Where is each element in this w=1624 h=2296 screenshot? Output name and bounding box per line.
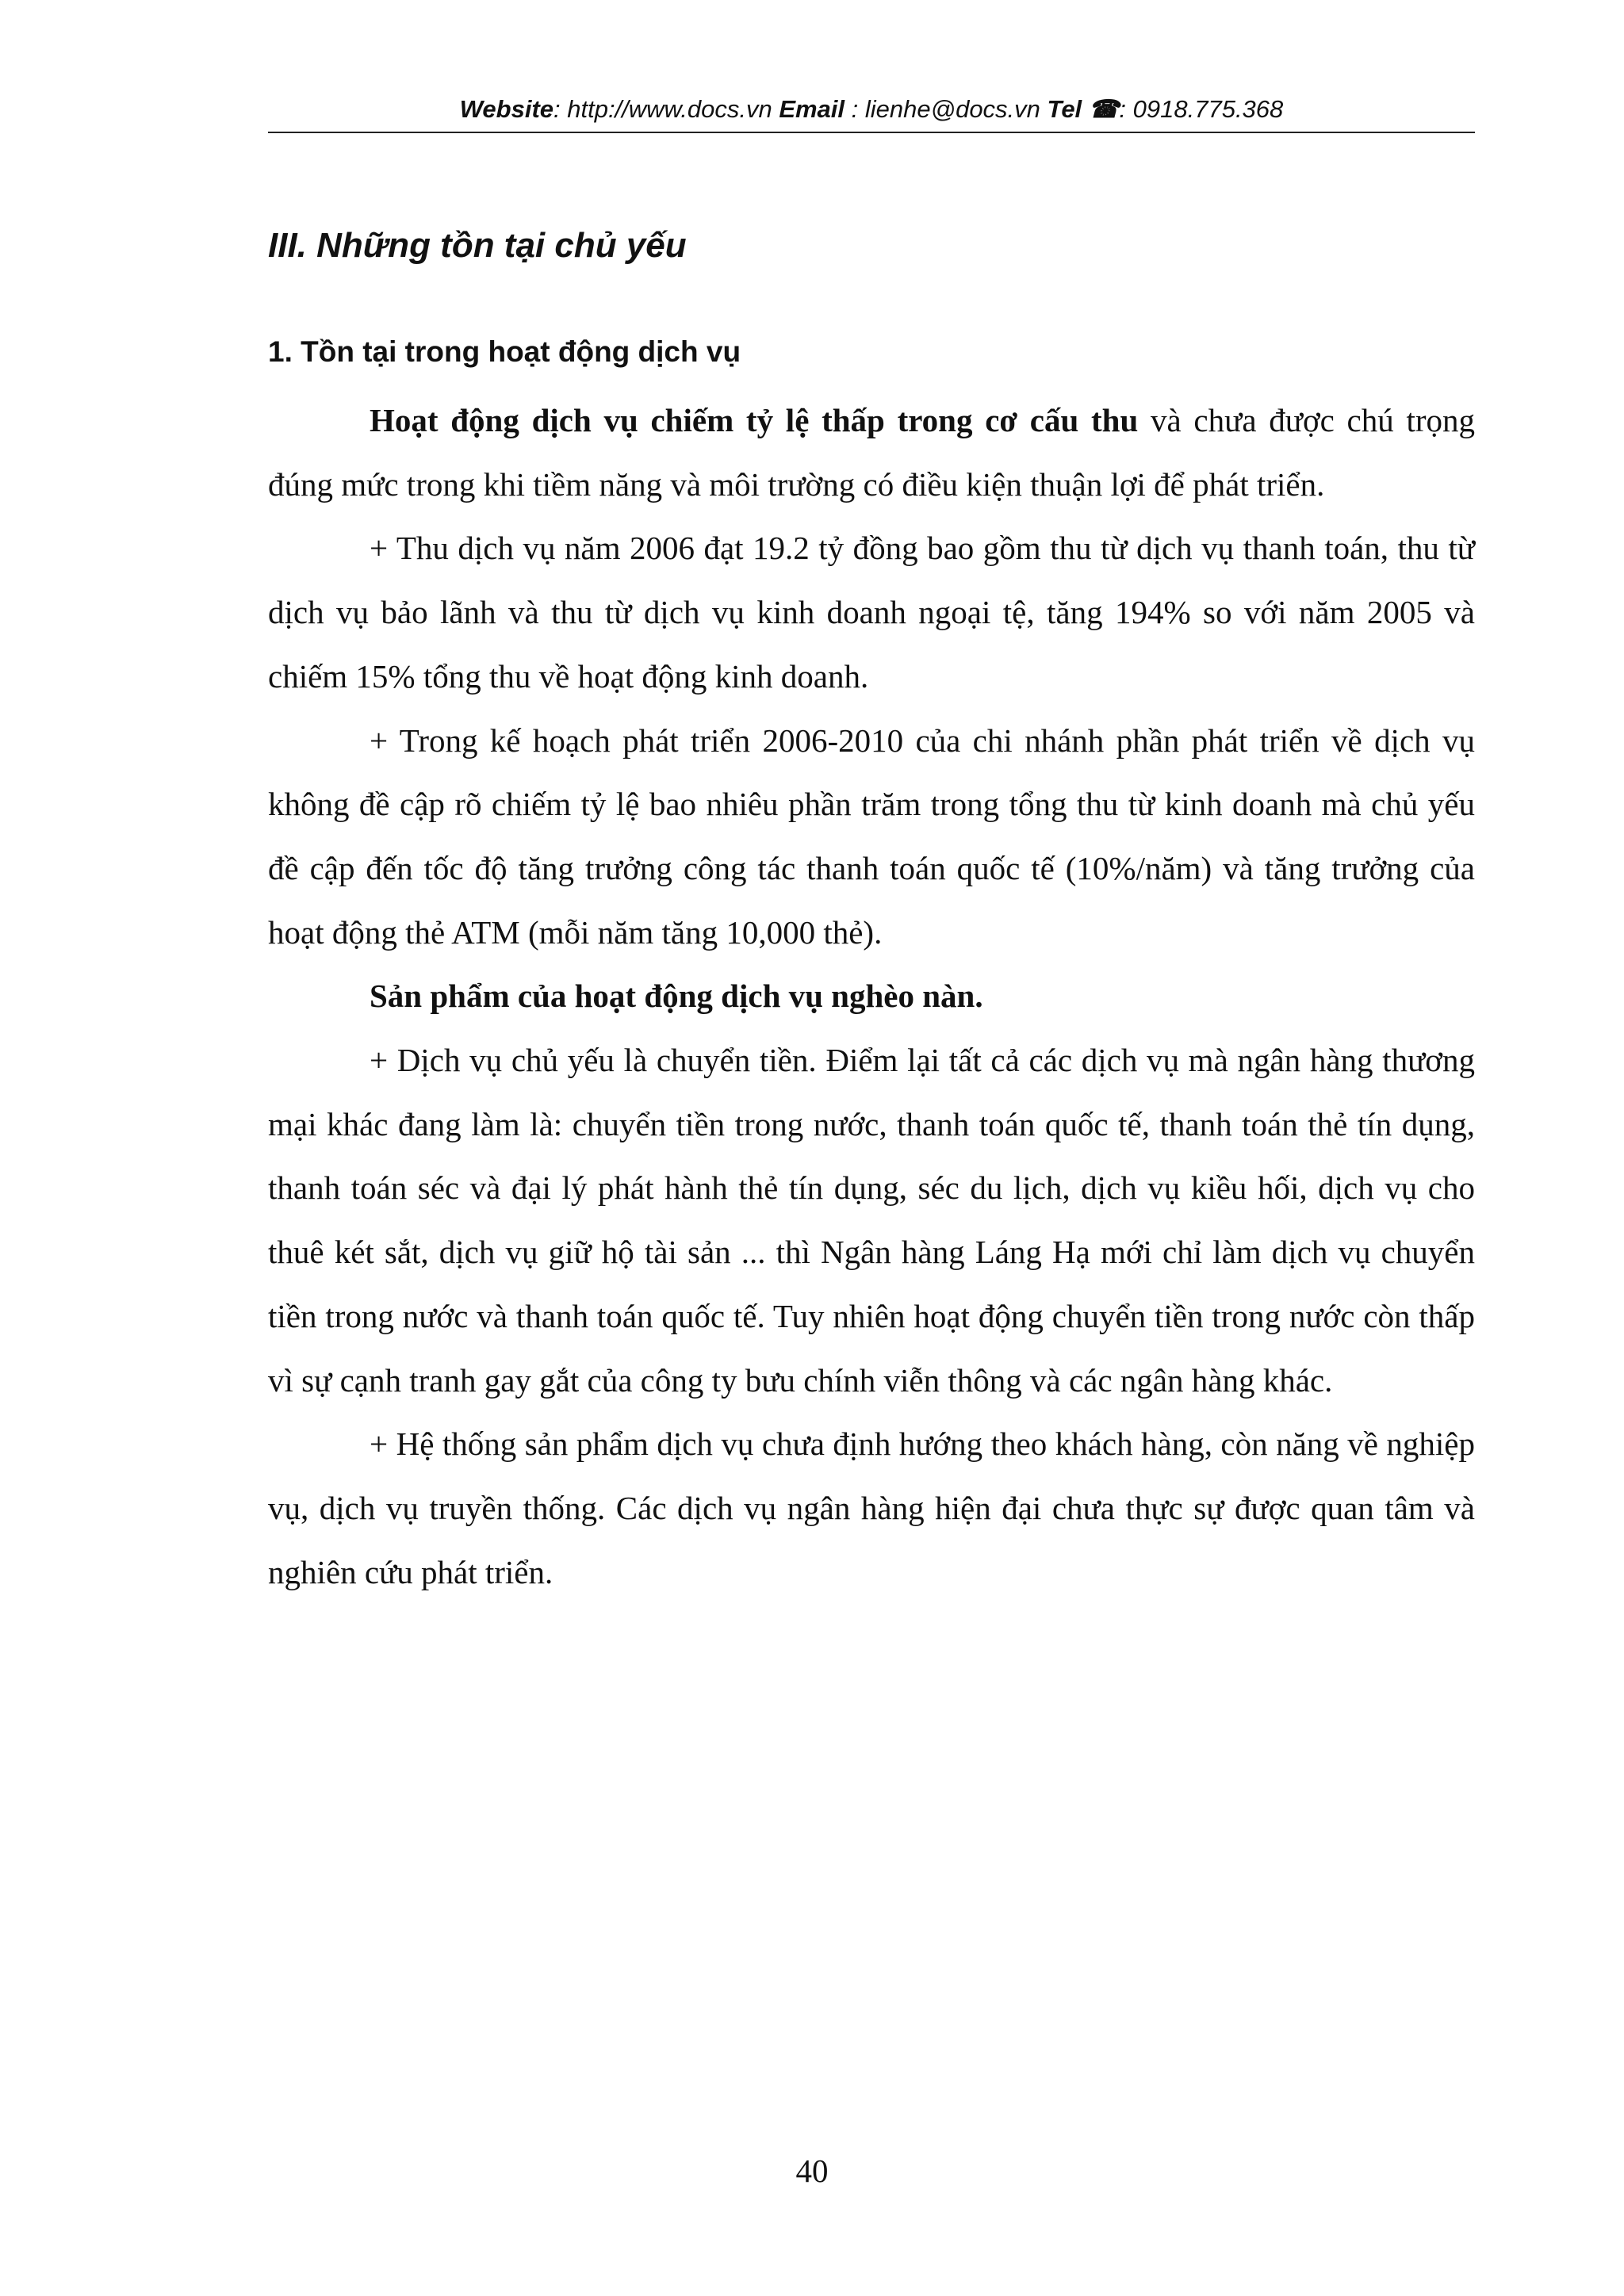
website-label: Website	[459, 95, 554, 123]
paragraph-4-bold-heading: Sản phẩm của hoạt động dịch vụ nghèo nàn.	[370, 978, 983, 1015]
subsection-title: 1. Tồn tại trong hoạt động dịch vụ	[268, 335, 741, 368]
page-header	[268, 94, 1475, 125]
paragraph-1	[268, 388, 1475, 516]
phone-icon: ☎	[1088, 95, 1120, 123]
header-divider	[268, 132, 1475, 133]
website-value: : http://www.docs.vn	[553, 95, 779, 123]
paragraph-6: + Hệ thống sản phẩm dịch vụ chưa định hướng theo khách hàng, còn năng về nghiệp vụ, dịch vụ truyền thống. Các dịch vụ ngân hàng hiện đại chưa thực sự được quan tâm và nghiên cứu phát triển.	[268, 1425, 1475, 1590]
paragraph-3: + Trong kế hoạch phát triển 2006-2010 của chi nhánh phần phát triển về dịch vụ không đề cập rõ chiếm tỷ lệ bao nhiêu phần trăm trong tổng thu từ kinh doanh mà chủ yếu đề cập đến tốc độ tăng trưởng công tác thanh toán quốc tế (10%/năm) và tăng trưởng của hoạt động thẻ ATM (mỗi năm tăng 10,000 thẻ).	[268, 721, 1475, 951]
paragraph-1-text: và chưa được chú trọng đúng mức trong khi tiềm năng và môi trường có điều kiện thuận lợi để phát triển.	[268, 402, 1475, 503]
body-text	[268, 388, 1475, 1604]
tel-label: Tel	[1047, 95, 1089, 123]
page-number: 40	[795, 2152, 829, 2189]
paragraph-5: + Dịch vụ chủ yếu là chuyển tiền. Điểm lại tất cả các dịch vụ mà ngân hàng thương mại khác đang làm là: chuyển tiền trong nước, thanh toán quốc tế, thanh toán thẻ tín dụng, thanh toán séc và đại lý phát hành thẻ tín dụng, séc du lịch, dịch vụ kiều hối, dịch vụ cho thuê két sắt, dịch vụ giữ hộ tài sản ... thì Ngân hàng Láng Hạ mới chỉ làm dịch vụ chuyển tiền trong nước và thanh toán quốc tế. Tuy nhiên hoạt động chuyển tiền trong nước còn thấp vì sự cạnh tranh gay gắt của công ty bưu chính viễn thông và các ngân hàng khác.	[268, 1042, 1475, 1399]
section-title: III. Những tồn tại chủ yếu	[268, 226, 687, 265]
email-value: : lienhe@docs.vn	[845, 95, 1048, 123]
email-label: Email	[779, 95, 845, 123]
tel-value: : 0918.775.368	[1119, 95, 1284, 123]
paragraph-1-bold-lead: Hoạt động dịch vụ chiếm tỷ lệ thấp trong cơ cấu thu	[370, 402, 1139, 438]
paragraph-2: + Thu dịch vụ năm 2006 đạt 19.2 tỷ đồng bao gồm thu từ dịch vụ thanh toán, thu từ dịch vụ bảo lãnh và thu từ dịch vụ kinh doanh ngoại tệ, tăng 194% so với năm 2005 và chiếm 15% tổng thu về hoạt động kinh doanh.	[268, 530, 1475, 695]
